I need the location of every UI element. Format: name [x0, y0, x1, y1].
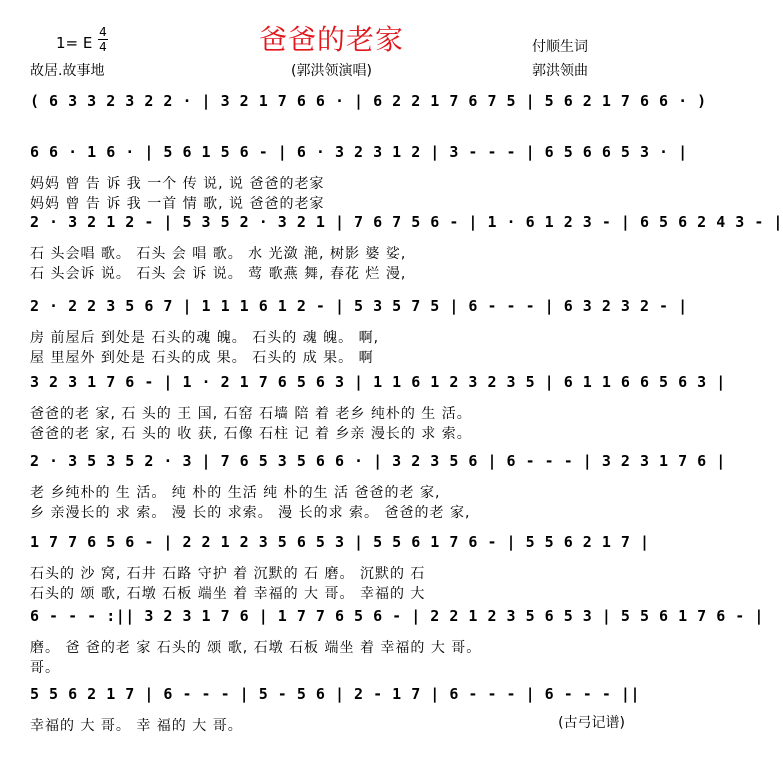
lyric-line: 磨。 爸 爸的老 家 石头的 颂 歌, 石墩 石板 端坐 着 幸福的 大 哥。	[30, 640, 482, 656]
notation-line: 2 · 3 2 1 2 - | 5 3 5 2 · 3 2 1 | 7 6 7 5 6 - | 1 · 6 1 2 3 - | 6 5 6 2 4 3 - |	[30, 213, 783, 231]
subtitle: (郭洪领演唱)	[291, 63, 372, 79]
time-sig-top: 4	[99, 25, 107, 39]
lyric-line: 哥。	[30, 660, 60, 676]
notation-line: 3 2 3 1 7 6 - | 1 · 2 1 7 6 5 6 3 | 1 1 6 1 2 3 2 3 5 | 6 1 1 6 6 5 6 3 |	[30, 373, 726, 391]
notation-line: 2 · 2 2 3 5 6 7 | 1 1 1 6 1 2 - | 5 3 5 7 5 | 6 - - - | 6 3 2 3 2 - |	[30, 297, 688, 315]
notation-line: ( 6 3 3 2 3 2 2 · | 3 2 1 7 6 6 · | 6 2 2 1 7 6 7 5 | 5 6 2 1 7 6 6 · )	[30, 92, 707, 110]
lyric-line: 屋 里屋外 到处是 石头的成 果。 石头的 成 果。 啊	[30, 350, 374, 366]
notation-line: 5 5 6 2 1 7 | 6 - - - | 5 - 5 6 | 2 - 1 7 | 6 - - - | 6 - - - ||	[30, 685, 640, 703]
lyric-line: 石 头会唱 歌。 石头 会 唱 歌。 水 光潋 滟, 树影 婆 娑,	[30, 246, 407, 262]
notation-line: 2 · 3 5 3 5 2 · 3 | 7 6 5 3 5 6 6 · | 3 2 3 5 6 | 6 - - - | 3 2 3 1 7 6 |	[30, 452, 726, 470]
notation-line: 6 - - - :|| 3 2 3 1 7 6 | 1 7 7 6 5 6 - | 2 2 1 2 3 5 6 5 3 | 5 5 6 1 7 6 - |	[30, 607, 764, 625]
lyric-line: 乡 亲漫长的 求 索。 漫 长的 求索。 漫 长的求 索。 爸爸的老 家,	[30, 505, 471, 521]
lyric-line: 石头的 颂 歌, 石墩 石板 端坐 着 幸福的 大 哥。 幸福的 大	[30, 586, 426, 602]
lyric-line: 爸爸的老 家, 石 头的 收 获, 石像 石柱 记 着 乡亲 漫长的 求 索。	[30, 426, 472, 442]
lyric-line: 爸爸的老 家, 石 头的 王 国, 石窑 石墙 陪 着 老乡 纯朴的 生 活。	[30, 406, 472, 422]
page-title: 爸爸的老家	[258, 23, 404, 56]
lyric-line: 妈妈 曾 告 诉 我 一首 情 歌, 说 爸爸的老家	[30, 196, 325, 212]
lyric-line: 幸福的 大 哥。 幸 福的 大 哥。	[30, 718, 243, 734]
notation-line: 1 7 7 6 5 6 - | 2 2 1 2 3 5 6 5 3 | 5 5 6 1 7 6 - | 5 5 6 2 1 7 |	[30, 533, 650, 551]
notation-line: 6 6 · 1 6 · | 5 6 1 5 6 - | 6 · 3 2 3 1 2 | 3 - - - | 6 5 6 6 5 3 · |	[30, 143, 688, 161]
time-sig-bottom: 4	[99, 40, 107, 54]
tags: 故居.故事地	[30, 63, 105, 79]
lyric-line: 石 头会诉 说。 石头 会 诉 说。 莺 歌燕 舞, 春花 烂 漫,	[30, 266, 407, 282]
lyric-line: 老 乡纯朴的 生 活。 纯 朴的 生活 纯 朴的生 活 爸爸的老 家,	[30, 485, 441, 501]
transcriber-credit: (古弓记谱)	[558, 715, 625, 731]
key-signature: 1= E	[56, 34, 93, 52]
lyric-line: 石头的 沙 窝, 石井 石路 守护 着 沉默的 石 磨。 沉默的 石	[30, 566, 426, 582]
lyric-line: 房 前屋后 到处是 石头的魂 魄。 石头的 魂 魄。 啊,	[30, 330, 380, 346]
time-signature	[98, 26, 108, 53]
lyric-line: 妈妈 曾 告 诉 我 一个 传 说, 说 爸爸的老家	[30, 176, 325, 192]
composer: 郭洪领曲	[532, 63, 588, 79]
lyricist: 付顺生词	[532, 39, 588, 55]
